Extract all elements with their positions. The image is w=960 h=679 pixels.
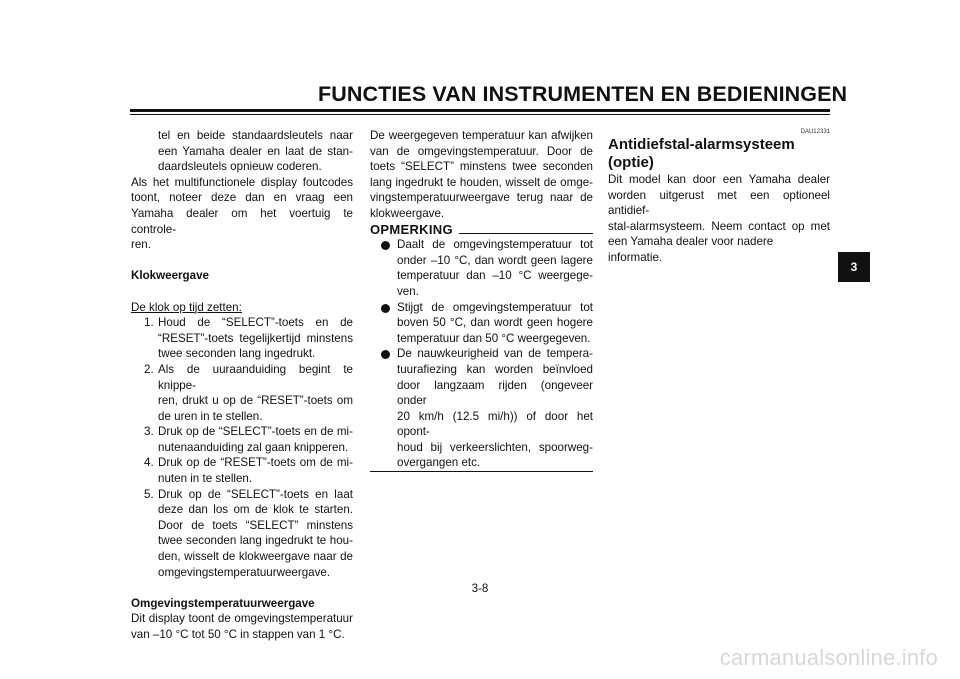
temperature-paragraph [370,128,593,222]
text-line: De nauwkeurigheid van de tempera- [397,347,593,361]
text-line: tel en beide standaardsleutels naar [158,129,353,142]
section-title-line: (optie) [608,154,654,171]
text-line: door langzaam rijden (ongeveer onder [397,378,593,408]
text-line: houd bij verkeerslichten, spoorweg- [397,440,593,454]
list-item [131,315,353,362]
column-left [131,128,353,643]
error-code-paragraph [131,175,353,253]
list-item [131,362,353,424]
watermark: carmanualsonline.info [719,645,938,670]
column-middle [370,128,593,472]
text-line: Als het multifunctionele display foutcodes [131,175,353,189]
text-line: twee seconden lang ingedrukt te hou- [158,534,353,548]
text-line: Stijgt de omgevingstemperatuur tot [397,300,593,314]
text-line: van –10 °C tot 50 °C in stappen van 1 °C. [131,628,345,641]
text-line: “RESET”-toets tegelijkertijd minstens [158,331,353,345]
bullet-icon [381,241,390,250]
step-number: 1. [144,316,154,330]
chapter-tab: 3 [838,252,870,282]
text-line: Yamaha dealer om het voertuig te controle- [131,206,353,236]
step-number: 4. [144,456,154,470]
header-rule-thick [130,109,830,112]
text-line: Door de toets “SELECT” minstens [158,518,353,532]
note-title: OPMERKING [370,221,453,237]
intro-text [131,128,353,175]
bullet-icon [381,304,390,313]
text-line: De weergegeven temperatuur kan afwijken [370,129,593,142]
header-rule-thin [130,114,830,115]
text-line: een Yamaha dealer en laat de stan- [158,144,353,158]
text-line: vingstemperatuurweergave terug naar de [370,191,593,205]
list-item [370,237,593,299]
clock-heading: Klokweergave [131,269,209,283]
text-line: deze dan los om de klok te starten. [158,503,353,517]
step-number: 3. [144,425,154,439]
text-line: Dit model kan door een Yamaha dealer [608,173,830,186]
text-line: nutenaanduiding zal gaan knipperen. [158,440,349,454]
text-line: temperatuur dan 50 °C weergegeven. [397,331,591,345]
list-item [131,424,353,455]
section-code: DAU12331 [800,129,830,135]
text-line: Druk op de “SELECT”-toets en laat [158,487,353,501]
text-line: toont, noteer deze dan en vraag een [131,191,353,205]
text-line: onder –10 °C, dan wordt geen lagere [397,253,593,267]
text-line: Dit display toont de omgevingstemperatuur [131,612,353,626]
list-item [131,455,353,486]
text-line: Druk op de “RESET”-toets om de mi- [158,456,353,470]
temperature-heading: Omgevingstemperatuurweergave [131,596,315,610]
text-line: toets “SELECT” minstens twee seconden [370,160,593,174]
text-line: van de omgevingstemperatuur. Door de [370,144,593,158]
list-item [370,300,593,347]
section-title-line: Antidiefstal-alarmsysteem [608,136,795,153]
step-number: 5. [144,487,154,501]
text-line: overgangen etc. [397,456,481,470]
note-header [370,222,593,238]
bullet-icon [381,350,390,359]
note-rule [459,233,593,234]
text-line: 20 km/h (12.5 mi/h)) of door het opont- [397,409,593,439]
list-item [370,346,593,471]
text-line: ren. [131,238,151,252]
page-number: 3-8 [471,582,489,595]
text-line: worden uitgerust met een optioneel antidief- [608,188,830,218]
text-line: twee seconden lang ingedrukt. [158,347,316,361]
text-line: klokweergave. [370,206,445,220]
text-line: Als de uuraanduiding begint te knippe- [158,362,353,392]
text-line: lang ingedrukt te houden, wisselt de omge- [370,175,593,189]
alarm-paragraph [608,172,830,266]
text-line: temperatuur dan –10 °C weergege- [397,269,593,283]
text-line: boven 50 °C, dan wordt geen hogere [397,316,593,330]
text-line: den, wisselt de klokweergave naar de [158,550,353,564]
column-right [608,128,830,266]
text-line: omgevingstemperatuurweergave. [158,565,331,579]
text-line: daardsleutels opnieuw coderen. [158,160,322,174]
text-line: tuurafiezing kan worden beïnvloed [397,362,593,376]
text-line: een Yamaha dealer voor nadere informatie. [608,235,774,264]
text-line: stal-alarmsysteem. Neem contact op met [608,219,830,233]
text-line: Druk op de “SELECT”-toets en de mi- [158,425,353,439]
note-end-rule [370,471,593,472]
text-line: Daalt de omgevingstemperatuur tot [397,238,593,252]
step-number: 2. [144,362,154,376]
page-header-title: FUNCTIES VAN INSTRUMENTEN EN BEDIENINGEN [318,82,848,106]
text-line: de uren in te stellen. [158,409,263,423]
list-item [131,487,353,581]
text-line: nuten in te stellen. [158,472,253,486]
text-line: ren, drukt u op de “RESET”-toets om [158,394,353,408]
clock-subheading: De klok op tijd zetten: [131,300,242,314]
text-line: Houd de “SELECT”-toets en de [158,316,353,330]
text-line: ven. [397,284,419,298]
